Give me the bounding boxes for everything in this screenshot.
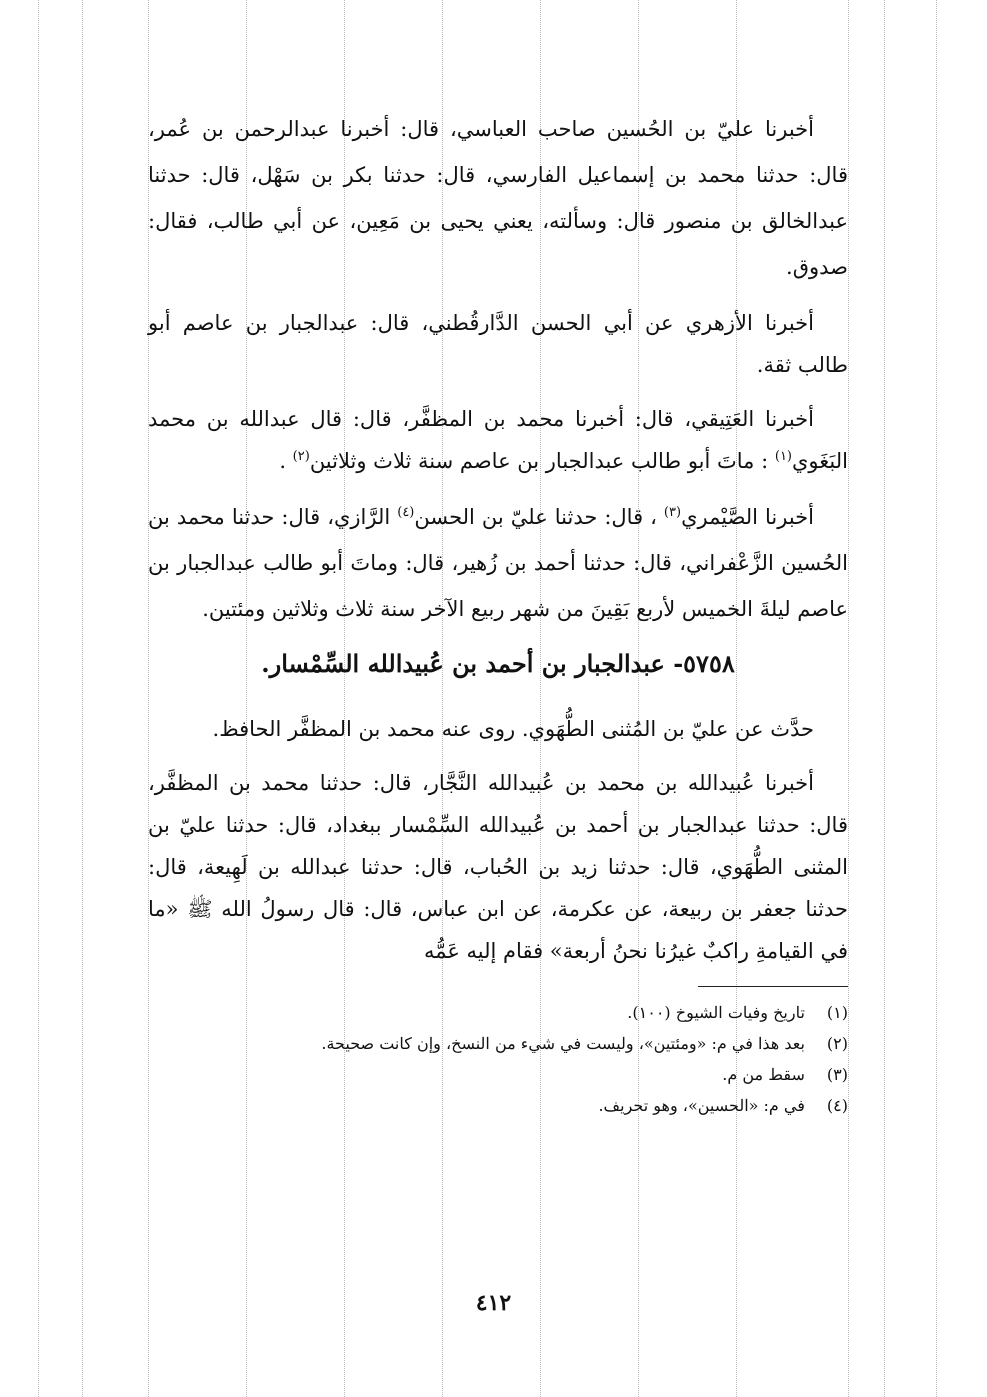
paragraph-text: ، قال: حدثنا عليّ بن الحسن (414, 505, 664, 529)
footnote-ref[interactable]: (١) (774, 449, 792, 464)
footnotes (148, 997, 848, 1121)
paragraph-text: . (279, 449, 293, 473)
paragraph: أخبرنا الأزهري عن أبي الحسن الدَّارقُطني، قال: عبدالجبار بن عاصم أبو طالب ثقة. (148, 311, 848, 377)
guide-line (936, 0, 937, 1397)
guide-line (38, 0, 39, 1397)
paragraph-text: أخبرنا العَتِيقي، قال: أخبرنا محمد بن المظفَّر، قال: قال عبدالله بن محمد البَغَوي (148, 407, 848, 473)
footnote-number: (١) (826, 1003, 848, 1022)
page-number: ٤١٢ (475, 1290, 512, 1316)
footnote (148, 997, 848, 1028)
footnote-text: سقط من م. (722, 1065, 805, 1084)
footnote-ref[interactable]: (٤) (397, 505, 415, 520)
paragraph (148, 398, 848, 482)
footnote-ref[interactable]: (٢) (292, 449, 310, 464)
guide-line (82, 0, 83, 1397)
guide-line (884, 0, 885, 1397)
entry-heading: ٥٧٥٨- عبدالجبار بن أحمد بن عُبيدالله السِّمْسار. (261, 649, 735, 678)
footnote-text: تاريخ وفيات الشيوخ (١٠٠). (627, 1003, 805, 1022)
footnote-number: (٤) (826, 1096, 848, 1115)
guide-line (848, 0, 849, 1397)
footnote-number: (٢) (826, 1034, 848, 1053)
paragraph-text: الرَّازي، قال: حدثنا محمد بن الحُسين الزَّعْفراني، قال: حدثنا أحمد بن زُهير، قال: وماتَ أبو طالب عبدالجبار بن عاصم ليلةَ الخميس لأربع بَقِينَ من شهر ربيع الآخر سنة ثلاث وثلاثين ومئتين. (148, 505, 848, 621)
footnote (148, 1090, 848, 1121)
paragraph-text: : ماتَ أبو طالب عبدالجبار بن عاصم سنة ثلاث وثلاثين (309, 449, 775, 473)
page-body (148, 106, 848, 1121)
footnote-text: بعد هذا في م: «ومئتين»، وليست في شيء من النسخ، وإن كانت صحيحة. (321, 1034, 805, 1053)
paragraph: أخبرنا عُبيدالله بن محمد بن عُبيدالله النَّجَّار، قال: حدثنا محمد بن المظفَّر، قال: حدثنا عبدالجبار بن أحمد بن عُبيدالله السِّمْسار ببغداد، قال: حدثنا عليّ بن المثنى الطُّهَوي، قال: حدثنا زيد بن الحُباب، قال: حدثنا عبدالله بن لَهِيعة، قال: حدثنا جعفر بن ربيعة، عن عكرمة، عن ابن عباس، قال: قال رسولُ الله ﷺ «ما في القيامةِ راكبٌ غيرُنا نحنُ أربعة» فقام إليه عَمُّه (148, 771, 848, 963)
footnote (148, 1059, 848, 1090)
paragraph (148, 494, 848, 632)
footnote-text: في م: «الحسين»، وهو تحريف. (598, 1096, 805, 1115)
footnote-number: (٣) (826, 1065, 848, 1084)
footnote (148, 1028, 848, 1059)
paragraph: حدَّث عن عليّ بن المُثنى الطُّهَوي. روى عنه محمد بن المظفَّر الحافظ. (212, 717, 814, 741)
paragraph: أخبرنا عليّ بن الحُسين صاحب العباسي، قال: أخبرنا عبدالرحمن بن عُمر، قال: حدثنا محمد بن إسماعيل الفارسي، قال: حدثنا بكر بن سَهْل، قال: حدثنا عبدالخالق بن منصور قال: وسألته، يعني يحيى بن مَعِين، عن أبي طالب، فقال: صدوق. (148, 117, 848, 279)
footnote-ref[interactable]: (٣) (663, 505, 682, 520)
footnote-divider (698, 986, 848, 987)
paragraph-text: أخبرنا الصَّيْمري (681, 505, 815, 529)
